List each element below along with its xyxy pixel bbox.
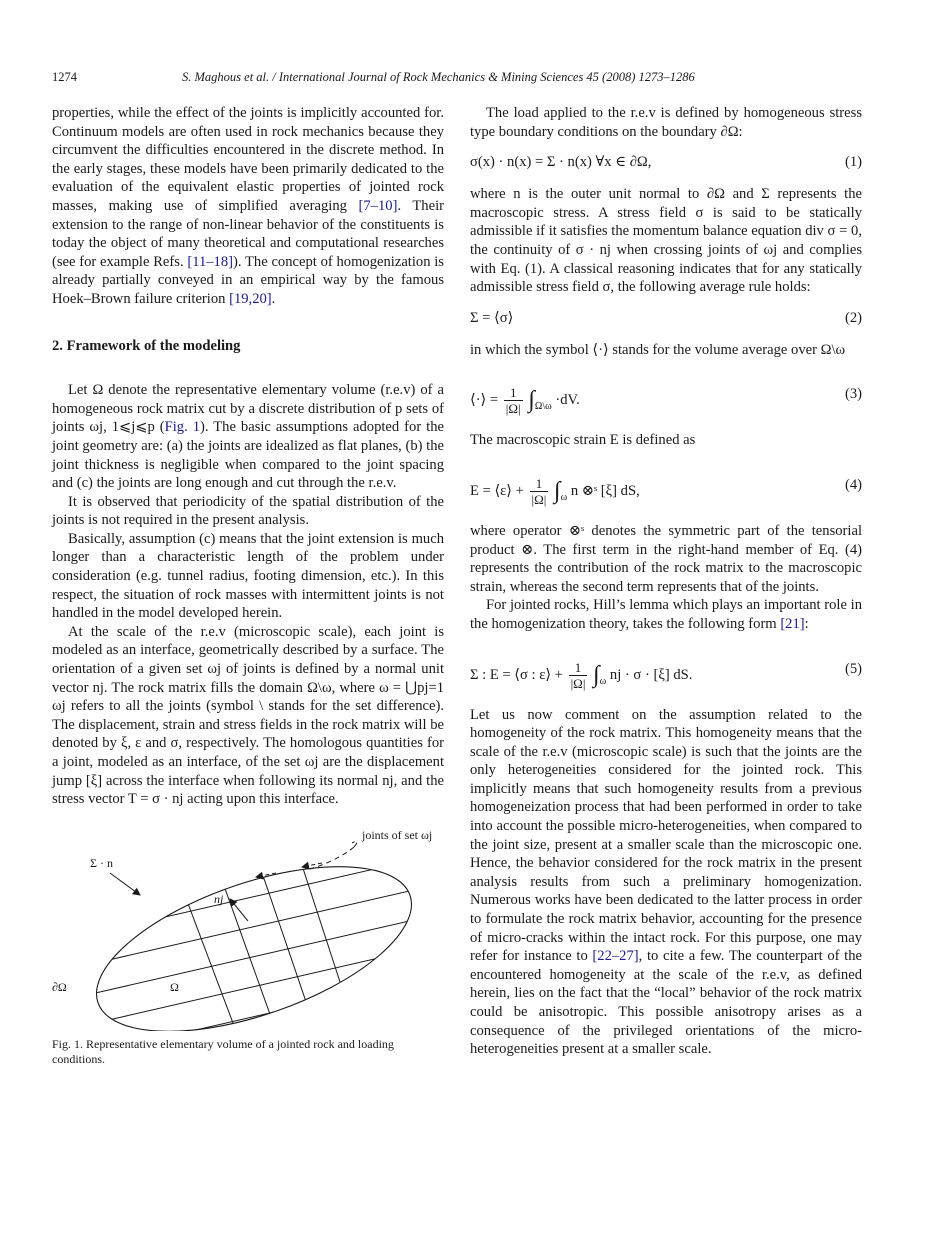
figure-link[interactable]: Fig. 1 [164,419,201,436]
equation-number: (2) [844,309,862,326]
equation-5 [470,648,862,692]
figure-1 [52,817,444,1031]
integral-domain: ω [599,675,607,687]
equation-number: (3) [844,386,862,403]
joints-leader [310,847,354,869]
joints-leader [352,841,357,847]
paragraph-assumption-c: Basically, assumption (c) means that the joint extension is much longer than a characteristic length of the problem under consideration (e.g. tunnel radius, footing dimension, etc.). In this respect, the situation of rock masses with intermittent joints is not handled in the model developed herein. [52,530,444,622]
equation-lhs: Σ : E = ⟨σ : ε⟩ + [470,666,563,683]
equation-3 [470,373,862,417]
fraction: $\frac{1}{|\Omega|}$ [570,659,586,691]
rev-diagram [52,817,444,1031]
paragraph-stress: where n is the outer unit normal to ∂Ω and Σ represents the macroscopic stress. A stress field σ is said to be statically admissible if it satisfies the momentum balance equation div σ = 0, the continuity of σ · nj when crossing joints of ωj and complies with Eq. (1). A classical reasoning indicates that for any statically admissible stress field σ, the following average rule holds: [470,186,862,296]
citation-link[interactable]: [22–27] [592,948,639,965]
label-load: Σ · n [90,855,113,870]
equation-number: (5) [844,660,862,677]
paragraph-omega: Let Ω denote the representative elementary volume (r.e.v) of a homogeneous rock matrix cut by a discrete distribution of p sets of joints ωj, 1⩽j⩽p (Fig. 1). The basic assumptions adopted for the joint geometry are: (a) the joints are idealized as flat planes, (b) the joint thickness is negligible when compared to the joint spacing and (c) the joints are long enough and cut through the r.e.v. [52,382,445,492]
citation-link[interactable]: [11–18] [187,253,234,270]
left-column [52,104,444,1068]
equation-rhs: nj · σ · [ξ] dS. [609,666,693,683]
fraction: $\frac{1}{|\Omega|}$ [505,385,521,417]
label-normal: nj [214,891,224,906]
integral-domain: ω [560,491,568,503]
page-number: 1274 [52,70,77,84]
equation-number: (4) [844,476,862,493]
paragraph-hill: For jointed rocks, Hill’s lemma which plays an important role in the homogenization theory, takes the following form [21]: [470,597,862,632]
citation-link[interactable]: [21] [780,615,805,632]
paragraph-load: The load applied to the r.e.v is defined by homogeneous stress type boundary conditions on the boundary ∂Ω: [470,105,862,140]
equation-number: (1) [844,154,862,171]
fraction: $\frac{1}{|\Omega|}$ [531,475,547,507]
integral-sign: ∫ [593,661,600,688]
equation-lhs: E = ⟨ε⟩ + [470,482,524,499]
paragraph-homogeneity: Let us now comment on the assumption related to the homogeneity of the rock matrix. This homogeneity means that the scale of the r.e.v (microscopic scale) is such that the joints are the only heterogeneities considered for the jointed rock. This implicitly means that such homogeneity results from a previous homogeneization process that had been performed in order to take into account the possible micro-heterogeneities, when compared to the joint size, present at a smaller scale than the microscopic one. Hence, the behavior considered for the rock matrix in the present analysis results from such a preliminary homogenization. Numerous works have been dedicated to the latter process in order to formulate the rock matrix behavior, accounting for the presence of micro-cracks within the intact rock. For this purpose, one may refer for instance to [22–27], to cite a few. The counterpart of the encountered homogeneity at the scale of the r.e.v, as defined herein, lies on the fact that the “local” behavior of the rock matrix could be anisotropic. This possible anisotropy arises as a consequence of the privileged orientations of the micro-heterogeneities present at a smaller scale. [470,706,863,1058]
equation-1 [470,151,862,175]
figure-caption: Fig. 1. Representative elementary volume of a jointed rock and loading conditions. [52,1036,394,1067]
paragraph-average: in which the symbol ⟨·⟩ stands for the volume average over Ω\ω [470,341,846,358]
paragraph-strain: The macroscopic strain E is defined as [470,432,696,449]
citation-link[interactable]: [7–10] [358,197,398,214]
integral-domain: Ω\ω [534,401,552,413]
equation-rhs: ·dV. [555,392,580,409]
equation-rhs: n ⊗ˢ [ξ] dS, [570,482,640,499]
label-joints: joints of set ωj [362,827,433,842]
label-domain: Ω [170,979,179,994]
paragraph-scale: At the scale of the r.e.v (microscopic scale), each joint is modeled as an interface, geometrically described by a surface. The orientation of a given set ωj of joints is defined by a normal unit vector nj. The rock matrix fills the domain Ω\ω, where ω = ⋃pj=1 ωj refers to all the joints (symbol \ stands for the set difference). The displacement, strain and stress fields in the rock matrix will be denoted by ξ, ε and σ, respectively. The homologous quantities for a joint, modeled as an interface, of the set ωj are the displacement jump [ξ] across the interface when following its normal nj, and the stress vector T = σ · nj acting upon this interface. [52,623,444,808]
label-boundary: ∂Ω [52,979,67,994]
paragraph-operator: where operator ⊗ˢ denotes the symmetric part of the tensorial product ⊗. The first term in the right-hand member of Eq. (4) represents the contribution of the rock matrix to the macroscopic strain, whereas the second term represents that of the joints. [470,522,862,595]
running-header [52,70,862,90]
rev-ellipse [77,833,432,1031]
joint-lines [52,823,444,1031]
equation-body: σ(x) · n(x) = Σ · n(x) ∀x ∈ ∂Ω, [470,154,652,171]
paragraph-periodicity: It is observed that periodicity of the spatial distribution of the joints is not required in the present analysis. [52,493,444,529]
equation-4 [470,464,862,508]
integral-sign: ∫ [554,478,561,505]
running-title: S. Maghous et al. / International Journal of Rock Mechanics & Mining Sciences 45 (2008) 1273–1286 [182,70,695,84]
load-arrow [110,873,140,895]
citation-link[interactable]: [19,20] [229,290,272,307]
equation-lhs: ⟨·⟩ = [470,392,499,409]
right-column [470,104,862,1059]
integral-sign: ∫ [528,387,535,414]
equation-body: Σ = ⟨σ⟩ [470,309,514,326]
intro-paragraph: properties, while the effect of the joints is implicitly accounted for. Continuum models are often used in rock mechanics because they circumvent the difficulties encountered in the discrete method. In the early stages, these models have been primarily dedicated to the evaluation of the equivalent elastic properties of jointed rock masses, making use of simplified averaging [7–10]. Their extension to the range of non-linear behavior of the constituents is today the object of many theoretical and computational researches (see for example Refs. [11–18]). The concept of homogenization is already partially conveyed in an empirical way by the famous Hoek–Brown failure criterion [19,20]. [52,105,444,307]
equation-2 [470,307,862,331]
section-heading: 2. Framework of the modeling [52,337,241,354]
